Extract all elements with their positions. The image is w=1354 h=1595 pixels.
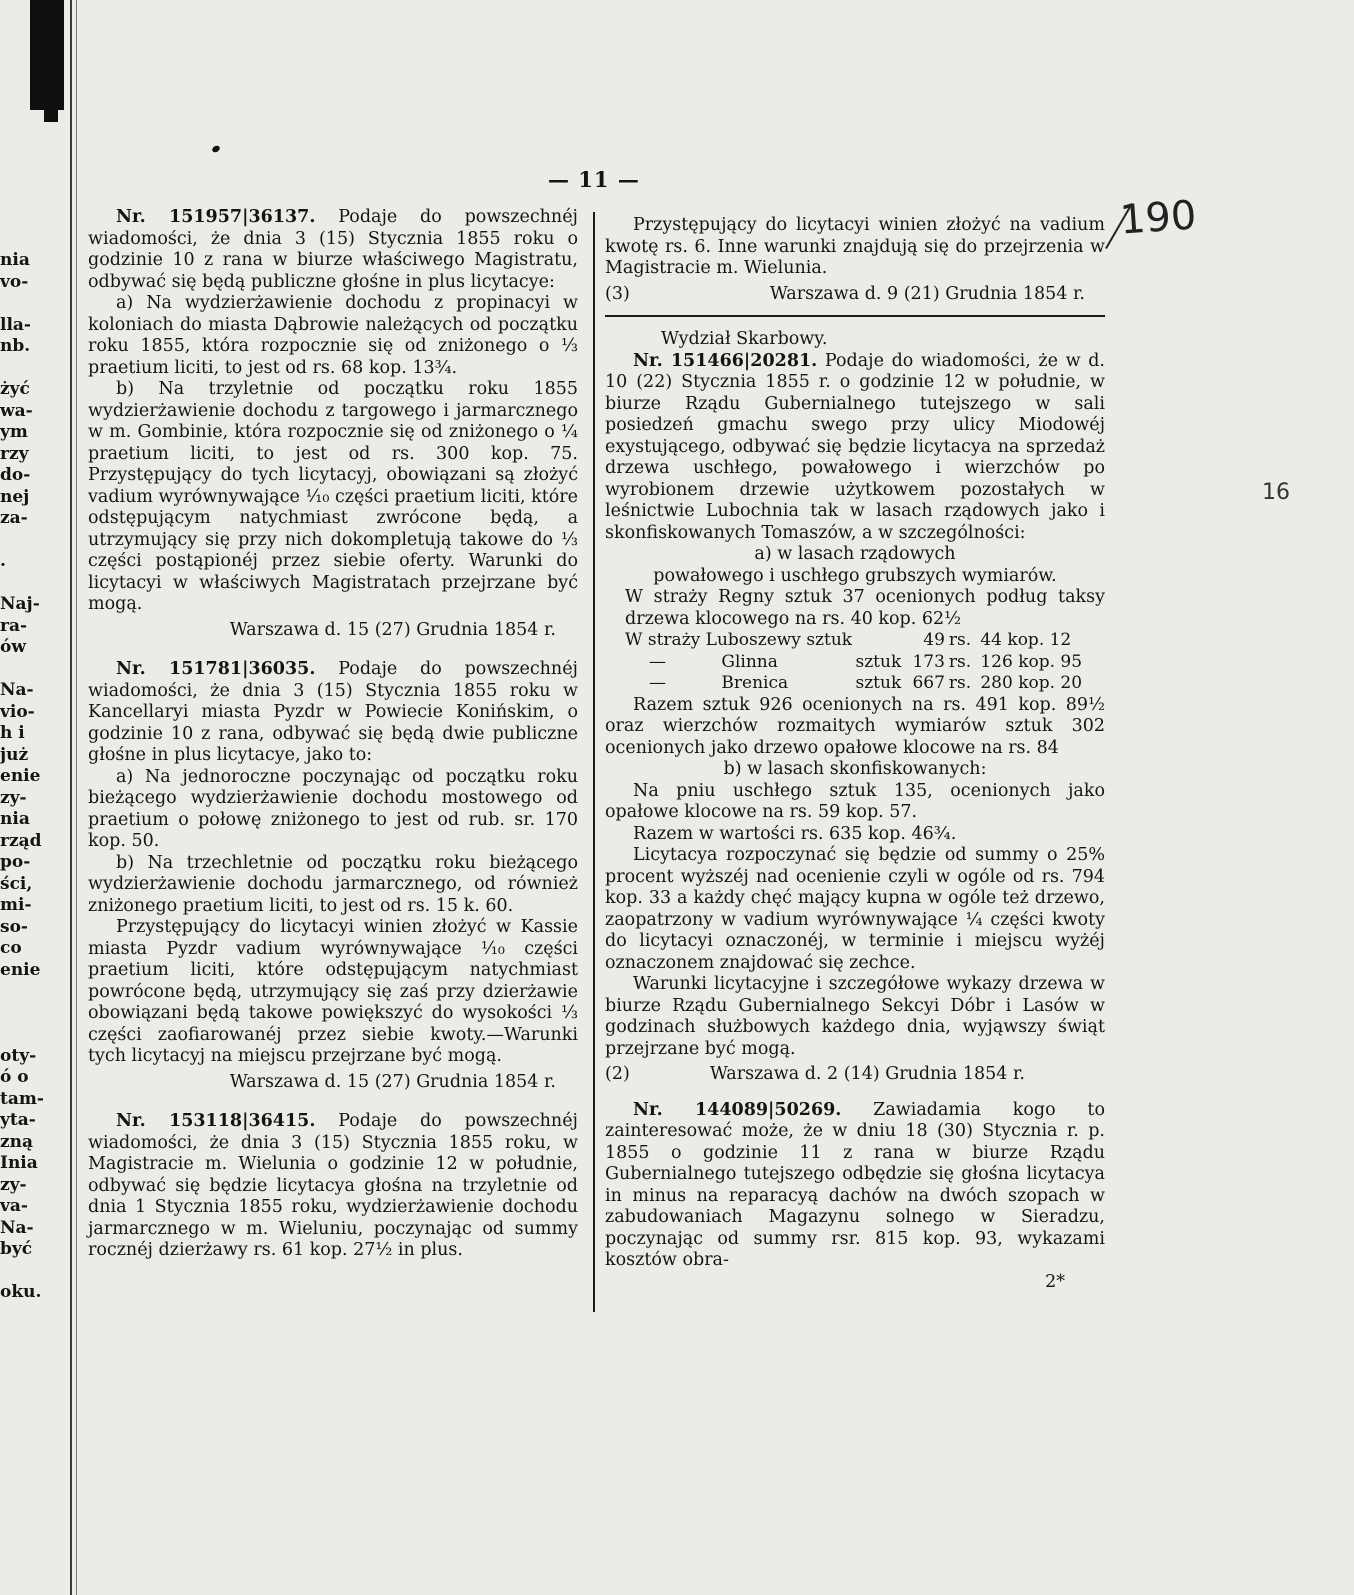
margin-fragment — [0, 358, 36, 380]
margin-fragment: nej — [0, 486, 30, 507]
margin-fragment: za- — [0, 508, 28, 528]
notice-2-number: Nr. 151781|36035. — [116, 659, 316, 679]
margin-fragment: nia — [0, 809, 30, 829]
margin-fragment: żyć — [0, 379, 30, 399]
margin-fragment: yta- — [0, 1110, 36, 1130]
ink-dot — [211, 144, 221, 153]
margin-fragment: oty- — [0, 1045, 37, 1066]
margin-fragment: ści, — [0, 873, 33, 894]
margin-fragment: va- — [0, 1196, 28, 1216]
binding-edge-notch — [44, 82, 58, 122]
notice-1-number: Nr. 151957|36137. — [116, 207, 316, 227]
margin-fragment: Na- — [0, 680, 34, 700]
row-dash: — — [649, 673, 666, 693]
notice-4-sub-b-total: Razem w wartości rs. 635 kop. 46¾. — [633, 823, 957, 844]
notice-2-conditions: Przystępujący do licytacyi winien złożyć w Kassie miasta Pyzdr vadium wyrównywające ¹⁄₁₀ części praetium liciti, które odstępującym natychmiast powrócone będą, utrzymujący się zaś przy dzierżawie obowiązani będą takowe powiększyć do wysokości ⅓ części zaofiarowanéj przez siebie kwoty.—Warunki tych licytacyj na miejscu przejrzane być mogą. — [88, 917, 578, 1066]
row-count: 667 — [912, 673, 945, 693]
row-value: 44 kop. 12 — [980, 630, 1072, 650]
margin-fragment: vo- — [0, 271, 29, 292]
margin-fragment: być — [0, 1239, 33, 1259]
notice-4-text: Podaje do wiadomości, że w d. 10 (22) Stycznia 1855 r. o godzinie 12 w południe, w biurze Rządu Gubernialnego tutejszego w sali posiedzeń gmachu swego przy ulicy Miodowéj exystującego, odbywać się będzie licytacya na sprzedaż drzewa uschłego, powałowego i wierzchów po wyrobionem drzewie użytkowem pozostałych w leśnictwie Lubochnia tak w lasach rządowych jako i skonfiskowanych Tomaszów, a w szczególności: — [605, 350, 1105, 543]
row-label: W straży Luboszewy sztuk — [625, 630, 853, 650]
row-regny-rest: 37 ocenionych podług taksy drzewa klocowego na rs. 40 kop. 62½ — [625, 587, 1105, 629]
section-title: Wydział Skarbowy. — [661, 329, 828, 349]
row-value: 126 kop. 95 — [980, 651, 1083, 672]
margin-fragment — [0, 1261, 36, 1283]
signature-mark: 2* — [1045, 1271, 1065, 1292]
notice-4-sub-a-title: a) w lasach rządowych — [754, 544, 956, 564]
notice-4-sub-a-desc: powałowego i uschłego grubszych wymiarów. — [653, 565, 1057, 586]
notice-4-number: Nr. 151466|20281. — [633, 350, 818, 371]
margin-fragment: vio- — [0, 701, 35, 722]
notice-4-intro — [605, 351, 1105, 545]
table-row — [605, 652, 1105, 674]
gutter-line-inner — [76, 0, 77, 1595]
gutter-line — [70, 0, 72, 1595]
table-row — [605, 630, 1105, 652]
row-label — [605, 652, 840, 674]
margin-fragment: zy- — [0, 787, 27, 808]
margin-fragment: Na- — [0, 1217, 34, 1238]
margin-fragment: co — [0, 938, 22, 958]
continuation-number: (3) — [605, 283, 630, 304]
row-place: Glinna — [721, 651, 778, 672]
row-currency: rs. — [948, 651, 972, 672]
margin-fragment: ra- — [0, 615, 28, 636]
notice-5-text: Zawiadamia kogo to zainteresować może, że w dniu 18 (30) Stycznia r. p. 1855 o godzinie 11 z rana w biurze Rządu Gubernialnego tutejszego odbędzie się głośna licytacya in minus na reparacyą dachów na dwóch szopach w zabudowaniach Magazynu solnego w Sieradzu, poczynając od summy rsr. 815 kop. 93, wykazami kosztów obra- — [605, 1099, 1105, 1270]
margin-fragment: rząd — [0, 830, 42, 851]
margin-fragment: h i — [0, 723, 25, 743]
notice-4-sub-b-desc: Na pniu uschłego sztuk 135, ocenionych jako opałowe klocowe na rs. 59 kop. 57. — [605, 780, 1105, 822]
notice-1-item-b: b) Na trzyletnie od początku roku 1855 wydzierżawienie dochodu z targowego i jarmarcznego w m. Gombinie, która rozpocznie się od zniżonego o ¼ praetium liciti, to jest od rs. 300 kop. 75. Przystępujący do tych licytacyj, obowiązani są złożyć vadium wyrównywające ¹⁄₁₀ części praetium liciti, które odstępującym natychmiast zwrócone będą, a utrzymujący się przy nich dokompletują takowe do ⅓ części postąpionéj przez siebie oferty. Warunki do licytacyi w właściwych Magistratach przejrzane być mogą. — [88, 379, 578, 614]
margin-fragment — [0, 573, 36, 595]
margin-fragment — [0, 659, 36, 681]
notice-4-date: Warszawa d. 2 (14) Grudnia 1854 r. — [709, 1064, 1025, 1084]
margin-fragment — [0, 1024, 36, 1046]
margin-fragment: nb. — [0, 336, 31, 356]
notice-2-item-b: b) Na trzechletnie od początku roku bieżącego wydzierżawienie dochodu jarmarcznego, od również zniżonego praetium liciti, to jest od rs. 15 k. 60. — [88, 852, 578, 916]
margin-fragment: już — [0, 744, 29, 765]
margin-fragment: zną — [0, 1131, 34, 1152]
notice-4-conditions-2: Warunki licytacyjne i szczegółowe wykazy drzewa w biurze Rządu Gubernialnego Sekcyi Dóbr i Lasów w godzinach służbowych każdego dnia, wyjąwszy świąt przejrzane być mogą. — [605, 974, 1105, 1059]
margin-fragment: enie — [0, 959, 41, 980]
section-rule — [605, 315, 1105, 317]
notice-4-num: (2) — [605, 1064, 630, 1084]
notice-2-date: Warszawa d. 15 (27) Grudnia 1854 r. — [229, 1071, 556, 1092]
margin-fragment: do- — [0, 465, 31, 485]
row-label — [605, 673, 840, 695]
notice-4-table — [605, 630, 1105, 695]
previous-page-margin — [0, 250, 44, 1304]
notice-2-intro — [88, 659, 578, 767]
notice-4-total-a: Razem sztuk 926 ocenionych na rs. 491 kop. 89½ oraz wierzchów rozmaitych wymiarów sztuk 302 ocenionych jako drzewo opałowe klocowe na rs. 84 — [605, 694, 1105, 758]
row-count: 49 — [923, 630, 945, 650]
margin-fragment: wa- — [0, 400, 33, 421]
right-column — [605, 215, 1105, 1293]
row-unit: sztuk — [855, 651, 902, 672]
margin-fragment: po- — [0, 852, 31, 872]
notice-1-intro — [88, 207, 578, 293]
row-count: 173 — [912, 651, 945, 672]
column-divider — [593, 212, 595, 1312]
left-column — [88, 207, 578, 1262]
notice-3-text: Podaje do powszechnéj wiadomości, że dnia 3 (15) Stycznia 1855 roku, w Magistracie m. Wielunia o godzinie 12 w południe, odbywać się będzie licytacya głośna na trzyletnie od dnia 1 Stycznia 1855 roku, wydzierżawienie dochodu jarmarcznego w m. Wieluniu, poczynając od summy rocznéj dzierżawy rs. 61 kop. 27½ in plus. — [88, 1111, 578, 1260]
notice-1-text: Podaje do powszechnéj wiadomości, że dnia 3 (15) Stycznia 1855 roku o godzinie 10 z rana w biurze właściwego Magistratu, odbywać się będą publiczne głośne in plus licytacye: — [88, 207, 578, 292]
margin-fragment: enie — [0, 766, 41, 786]
margin-fragment — [0, 293, 36, 315]
handwritten-folio-number: 190 — [1118, 192, 1198, 244]
margin-fragment — [0, 981, 36, 1003]
margin-fragment: ów — [0, 637, 26, 657]
notice-5-number: Nr. 144089|50269. — [633, 1099, 842, 1120]
margin-fragment: . — [0, 551, 6, 571]
margin-fragment: mi- — [0, 895, 32, 915]
notice-3-intro — [88, 1111, 578, 1262]
row-place: Brenica — [721, 673, 789, 693]
margin-fragment: Inia — [0, 1153, 38, 1173]
margin-fragment: oku. — [0, 1282, 42, 1302]
page-number: — 11 — — [548, 167, 640, 192]
table-row — [605, 673, 1105, 695]
notice-4-row-regny — [605, 587, 1105, 630]
notice-4-sub-b-title: b) w lasach skonfiskowanych: — [723, 759, 987, 779]
continuation-date: Warszawa d. 9 (21) Grudnia 1854 r. — [769, 283, 1085, 304]
notice-2-text: Podaje do powszechnéj wiadomości, że dnia 3 (15) Stycznia 1855 roku w Kancellaryi miasta Pyzdr w Powiecie Konińskim, o godzinie 10 z rana, odbywać się będą dwie publiczne głośne in plus licytacye, jako to: — [88, 659, 578, 765]
handwritten-margin-mark: 16 — [1262, 480, 1290, 505]
margin-fragment — [0, 530, 36, 552]
margin-fragment: so- — [0, 916, 28, 937]
row-regny-label: W straży Regny sztuk — [625, 587, 832, 607]
margin-fragment: rzy — [0, 443, 29, 464]
margin-fragment — [0, 1003, 36, 1025]
row-value: 280 kop. 20 — [980, 673, 1083, 693]
continuation-text: Przystępujący do licytacyi winien złożyć na vadium kwotę rs. 6. Inne warunki znajdują się do przejrzenia w Magistracie m. Wielunia. — [605, 215, 1105, 278]
row-unit: sztuk — [855, 673, 902, 693]
margin-fragment: tam- — [0, 1088, 44, 1109]
margin-fragment: ym — [0, 422, 28, 442]
row-currency: rs. — [948, 673, 972, 693]
notice-1-item-a: a) Na wydzierżawienie dochodu z propinacyi w koloniach do miasta Dąbrowie należących od początku roku 1855, która rozpocznie się od zniżonego o ⅓ praetium liciti, to jest od rs. 68 kop. 13¾. — [88, 293, 578, 378]
margin-fragment: lla- — [0, 314, 31, 335]
notice-3-number: Nr. 153118|36415. — [116, 1111, 316, 1131]
margin-fragment: ó o — [0, 1067, 29, 1087]
notice-5-intro — [605, 1100, 1105, 1272]
margin-fragment: nia — [0, 250, 30, 270]
notice-1-date: Warszawa d. 15 (27) Grudnia 1854 r. — [229, 619, 556, 640]
continuation-footer — [605, 284, 1105, 306]
row-dash: — — [649, 651, 666, 672]
margin-fragment: zy- — [0, 1174, 27, 1195]
notice-2-item-a: a) Na jednoroczne poczynając od początku roku bieżącego wydzierżawienie dochodu mostowego od praetium o połowę zniżonego to jest od rub. sr. 170 kop. 50. — [88, 766, 578, 851]
notice-4-conditions: Licytacya rozpoczynać się będzie od summy o 25% procent wyższéj nad ocenienie czyli w ogóle od rs. 794 kop. 33 a każdy chęć mający kupna w ogóle też drzewo, zaopatrzony w vadium wyrównywające ¼ części kwoty do licytacyi oznaczonéj, w terminie i miejscu wyżéj oznaczonem znajdować się zechce. — [605, 845, 1105, 973]
margin-fragment: Naj- — [0, 594, 40, 614]
notice-4-footer — [605, 1064, 1105, 1086]
row-currency: rs. — [948, 630, 972, 650]
